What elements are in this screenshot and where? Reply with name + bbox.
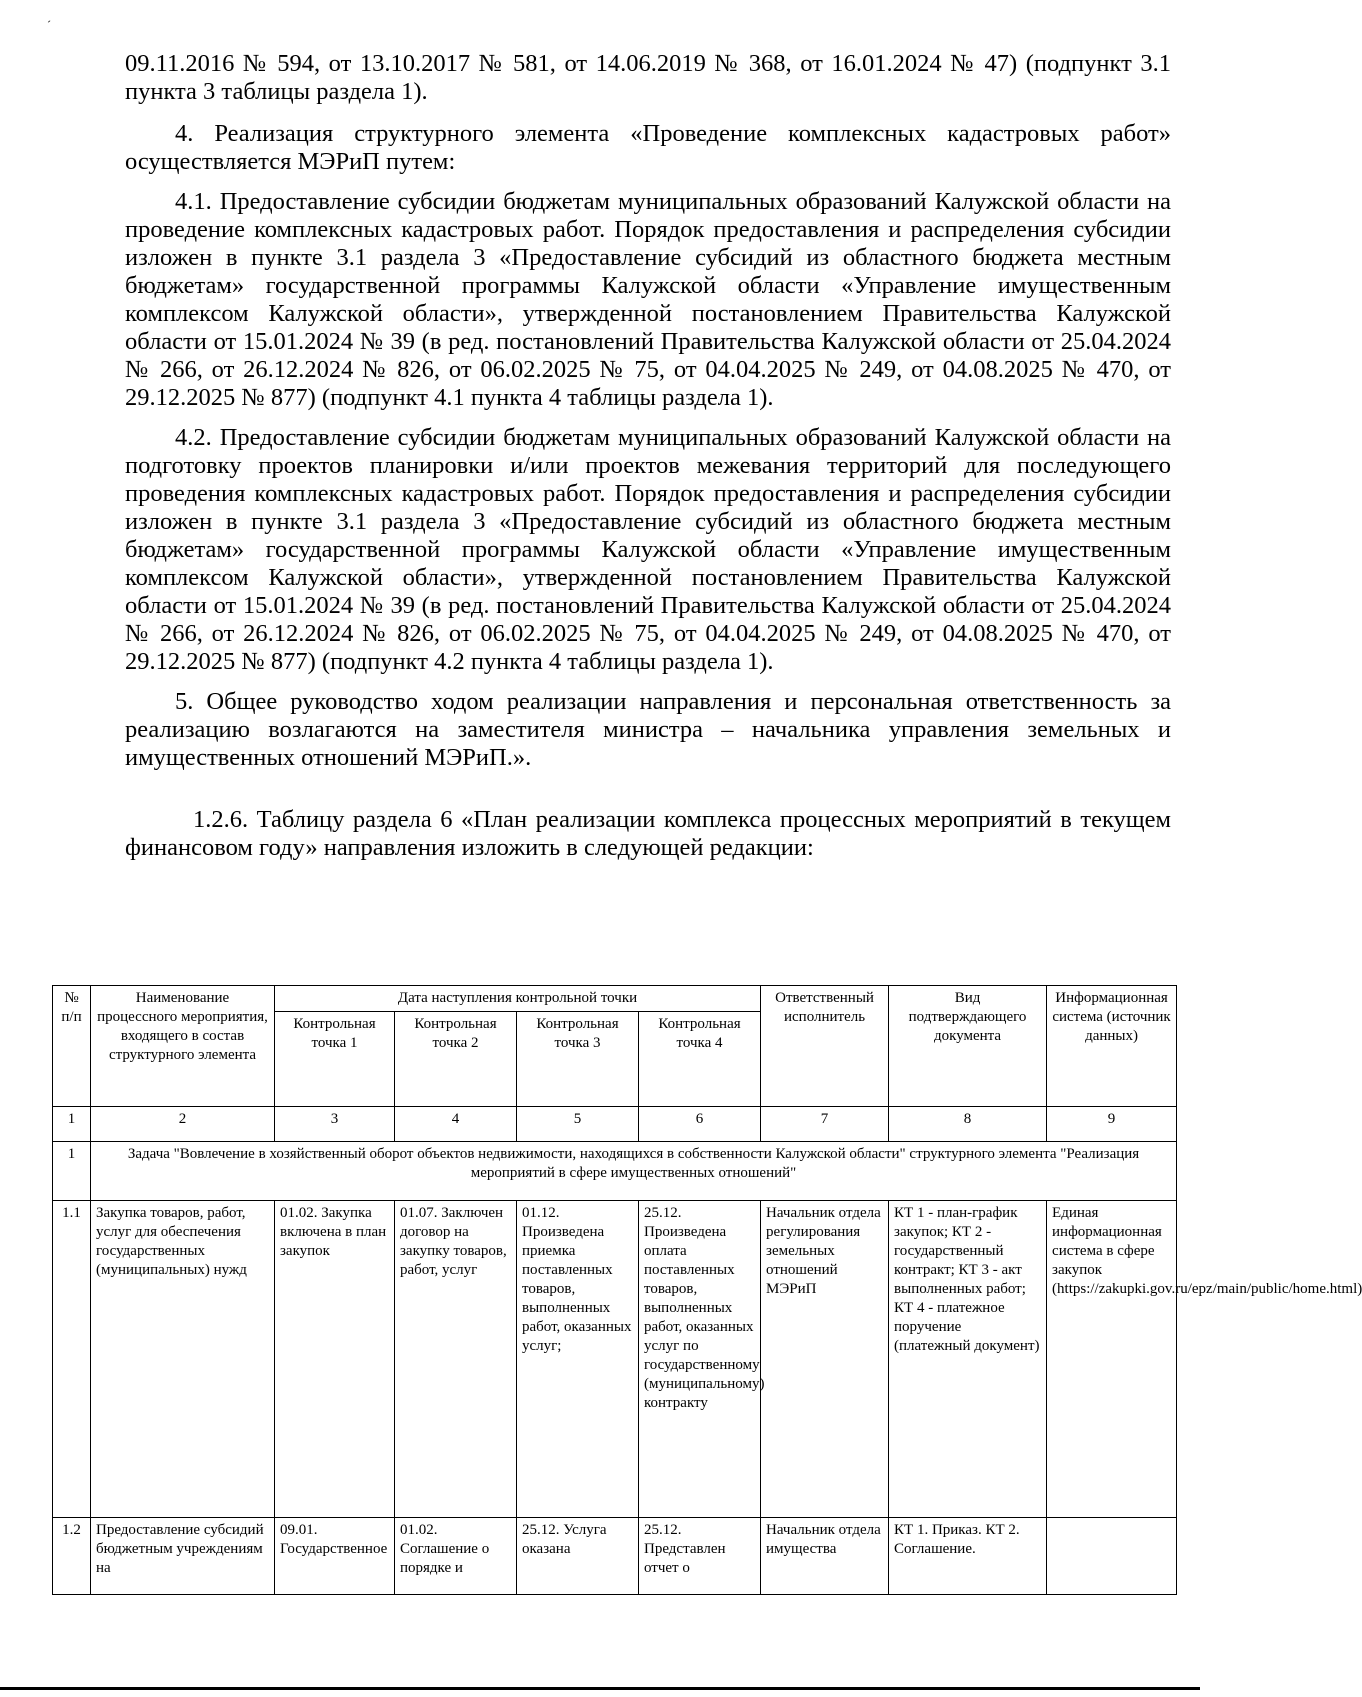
- table-cell: 01.02. Закупка включена в план закупок: [275, 1201, 395, 1518]
- header-cell: Контрольная точка 2: [395, 1012, 517, 1107]
- table-cell: [1047, 1518, 1177, 1595]
- table-cell: 7: [761, 1107, 889, 1142]
- document-body: [125, 50, 1171, 874]
- paragraph: 4. Реализация структурного элемента «Проведение комплексных кадастровых работ» осуществляется МЭРиП путем:: [125, 120, 1171, 175]
- table-cell: 9: [1047, 1107, 1177, 1142]
- table-cell: 25.12. Произведена оплата поставленных товаров, выполненных работ, оказанных услуг по государственному (муниципальному) контракту: [639, 1201, 761, 1518]
- header-cell: Контрольная точка 1: [275, 1012, 395, 1107]
- table-cell: 1: [53, 1142, 91, 1201]
- table-row: [53, 1107, 1177, 1142]
- header-cell: Вид подтверждающего документа: [889, 986, 1047, 1107]
- table-cell: 2: [91, 1107, 275, 1142]
- table-cell: 01.07. Заключен договор на закупку товаров, работ, услуг: [395, 1201, 517, 1518]
- table-cell: 6: [639, 1107, 761, 1142]
- plan-table: [52, 985, 1362, 1595]
- table-cell: Начальник отдела регулирования земельных отношений МЭРиП: [761, 1201, 889, 1518]
- table-cell: 25.12. Услуга оказана: [517, 1518, 639, 1595]
- paragraph: 1.2.6. Таблицу раздела 6 «План реализации комплекса процессных мероприятий в текущем финансовом году» направления изложить в следующей редакции:: [125, 806, 1171, 861]
- page-bottom-rule: [0, 1687, 1200, 1690]
- paragraph: 5. Общее руководство ходом реализации направления и персональная ответственность за реализацию возлагаются на заместителя министра – начальника управления земельных и имущественных отношений МЭРиП.».: [125, 688, 1171, 771]
- header-cell: Ответственный исполнитель: [761, 986, 889, 1107]
- table-row: [53, 1518, 1177, 1595]
- table-cell: 01.12. Произведена приемка поставленных товаров, выполненных работ, оказанных услуг;: [517, 1201, 639, 1518]
- header-cell: Наименование процессного мероприятия, входящего в состав структурного элемента: [91, 986, 275, 1107]
- table-cell: 5: [517, 1107, 639, 1142]
- header-cell: Контрольная точка 3: [517, 1012, 639, 1107]
- table-cell: КТ 1. Приказ. КТ 2. Соглашение.: [889, 1518, 1047, 1595]
- table-cell: 1: [53, 1107, 91, 1142]
- table-cell: Единая информационная система в сфере закупок (https://zakupki.gov.ru/epz/main/public/home.html): [1047, 1201, 1177, 1518]
- task-cell: Задача "Вовлечение в хозяйственный оборот объектов недвижимости, находящихся в собственности Калужской области" структурного элемента "Реализация мероприятий в сфере имущественных отношений": [91, 1142, 1177, 1201]
- table-cell: 09.01. Государственное: [275, 1518, 395, 1595]
- paragraph: 09.11.2016 № 594, от 13.10.2017 № 581, от 14.06.2019 № 368, от 16.01.2024 № 47) (подпункт 3.1 пункта 3 таблицы раздела 1).: [125, 50, 1171, 105]
- table-cell: 8: [889, 1107, 1047, 1142]
- header-cell: Информационная система (источник данных): [1047, 986, 1177, 1107]
- table-row: [53, 1201, 1177, 1518]
- paragraph: 4.1. Предоставление субсидии бюджетам муниципальных образований Калужской области на проведение комплексных кадастровых работ. Порядок предоставления и распределения субсидии изложен в пункте 3.1 раздела 3 «Предоставление субсидий из областного бюджета местным бюджетам» государственной программы Калужской области «Управление имущественным комплексом Калужской области», утвержденной постановлением Правительства Калужской области от 15.01.2024 № 39 (в ред. постановлений Правительства Калужской области от 25.04.2024 № 266, от 26.12.2024 № 826, от 06.02.2025 № 75, от 04.04.2025 № 249, от 04.08.2025 № 470, от 29.12.2025 № 877) (подпункт 4.1 пункта 4 таблицы раздела 1).: [125, 188, 1171, 411]
- table-cell: 25.12. Представлен отчет о: [639, 1518, 761, 1595]
- paragraph: 4.2. Предоставление субсидии бюджетам муниципальных образований Калужской области на подготовку проектов планировки и/или проектов межевания территорий для последующего проведения комплексных кадастровых работ. Порядок предоставления и распределения субсидии изложен в пункте 3.1 раздела 3 «Предоставление субсидий из областного бюджета местным бюджетам» государственной программы Калужской области «Управление имущественным комплексом Калужской области», утвержденной постановлением Правительства Калужской области от 15.01.2024 № 39 (в ред. постановлений Правительства Калужской области от 25.04.2024 № 266, от 26.12.2024 № 826, от 06.02.2025 № 75, от 04.04.2025 № 249, от 04.08.2025 № 470, от 29.12.2025 № 877) (подпункт 4.2 пункта 4 таблицы раздела 1).: [125, 424, 1171, 675]
- table-cell: 1.1: [53, 1201, 91, 1518]
- header-cell: Дата наступления контрольной точки: [275, 986, 761, 1012]
- table-cell: 01.02. Соглашение о порядке и: [395, 1518, 517, 1595]
- table-cell: 3: [275, 1107, 395, 1142]
- table-row: [53, 1142, 1177, 1201]
- table-cell: Предоставление субсидий бюджетным учреждениям на: [91, 1518, 275, 1595]
- table-cell: Закупка товаров, работ, услуг для обеспечения государственных (муниципальных) нужд: [91, 1201, 275, 1518]
- table-cell: 1.2: [53, 1518, 91, 1595]
- table-cell: 4: [395, 1107, 517, 1142]
- header-cell: № п/п: [53, 986, 91, 1107]
- table-cell: Начальник отдела имущества: [761, 1518, 889, 1595]
- scan-mark: ´: [47, 18, 51, 32]
- table-cell: КТ 1 - план-график закупок; КТ 2 - государственный контракт; КТ 3 - акт выполненных работ; КТ 4 - платежное поручение (платежный документ): [889, 1201, 1047, 1518]
- header-cell: Контрольная точка 4: [639, 1012, 761, 1107]
